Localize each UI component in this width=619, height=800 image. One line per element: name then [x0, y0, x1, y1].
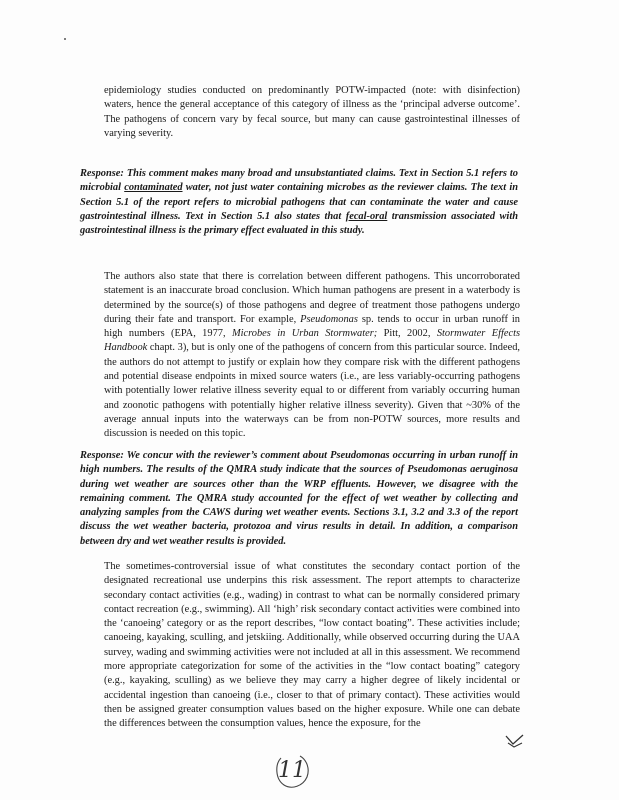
- comment-text: chapt. 3), but is only one of the pathogens of concern from this particular source. Indeed, the authors do not attempt to justify or explain how they compare risk with the different pathogens and potential disease endpoints in mixed source waters (i.e., are less variably-occurring pathogens with potentially lower relative illness severity equal to or different from variably occurring human and zoonotic pathogens with potentially higher relative illness severity). Given that ~30% of the average annual inputs into the waterways can be from non-POTW sources, more results and discussion is needed on this topic.: [104, 342, 520, 440]
- response-label: Response:: [80, 450, 124, 461]
- response-paragraph-1: [80, 167, 518, 238]
- underlined-term: contaminated: [124, 182, 183, 194]
- handwritten-checkmark-icon: [504, 733, 526, 749]
- response-text: transmission associated with gastrointestinal illness is the primary effect evaluated in this study.: [80, 210, 518, 237]
- italic-term: Pseudomonas: [300, 313, 358, 325]
- comment-text: sp. tends to occur in urban runoff in high numbers (EPA, 1977,: [104, 313, 521, 340]
- response-text: water, not just water containing microbes as the reviewer claims. The text in Section 5.1 of the report refers to microbial pathogens that can contaminate the water and cause gastrointestinal illness. Text in Section 5.1 also states that: [80, 182, 519, 222]
- reviewer-comment-paragraph-3: The sometimes-controversial issue of what constitutes the secondary contact portion of the designated recreational use underpins this risk assessment. The report attempts to characterize secondary contact activities (e.g., wading) in contrast to what can be normally considered primary contact recreation (e.g., swimming). All ‘high’ risk secondary contact activities were combined into the ‘canoeing’ category or as the report describes, “low contact boating”. These activities include; canoeing, kayaking, sculling, and jetskiing. Additionally, while observed occurring during the UAA survey, wading and swimming activities were not included at all in this assessment. We recommend more appropriate categorization for some of the activities in the “low contact boating” category (e.g., kayaking, sculling) as we believe they may carry a higher degree of likely incidental or accidental ingestion than canoeing (i.e., closer to that of primary contact). These activities would then be assigned greater consumption values based on the higher exposure. While one can debate the differences between the consumption values, hence the exposure, for the: [104, 561, 520, 730]
- response-paragraph-2: [80, 449, 518, 549]
- page-number-circle-icon: [272, 752, 312, 790]
- reviewer-comment-paragraph-1: epidemiology studies conducted on predominantly POTW-impacted (note: with disinfection) waters, hence the general acceptance of this category of illness as the ‘principal adverse outcome’. The pathogens of concern vary by fecal source, but many can cause gastrointestinal illnesses of varying severity.: [104, 85, 520, 139]
- italic-citation: Microbes in Urban Stormwater;: [231, 328, 378, 340]
- response-label: Response:: [80, 168, 124, 179]
- response-text: This comment makes many broad and unsubstantiated claims. Text in Section 5.1 refers to microbial: [80, 168, 518, 194]
- comment-text: The authors also state that there is correlation between different pathogens. This uncorroborated statement is an inaccurate broad conclusion. Which human pathogens are present in a waterbody is determined by the source(s) of those pathogens and degree of treatment those pathogens undergo during their fate and transport. For example,: [104, 271, 520, 325]
- reviewer-comment-paragraph-2: [104, 270, 520, 442]
- comment-text: Pitt, 2002,: [377, 328, 437, 340]
- underlined-term: fecal-oral: [345, 210, 388, 222]
- scan-speck: [64, 38, 66, 40]
- response-text: We concur with the reviewer’s comment about Pseudomonas occurring in urban runoff in high numbers. The results of the QMRA study indicate that the sources of Pseudomonas aeruginosa during wet weather are sources other than the WRP effluents. However, we disagree with the remaining comment. The QMRA study accounted for the effect of wet weather by collecting and analyzing samples from the CAWS during wet weather events. Sections 3.1, 3.2 and 3.3 of the report discuss the wet weather bacteria, protozoa and virus results in detail. In addition, a comparison between dry and wet weather results is provided.: [80, 450, 518, 547]
- page-number-text: 11: [278, 758, 306, 783]
- italic-citation: Stormwater Effects Handbook: [104, 328, 520, 354]
- page-number: [272, 752, 312, 790]
